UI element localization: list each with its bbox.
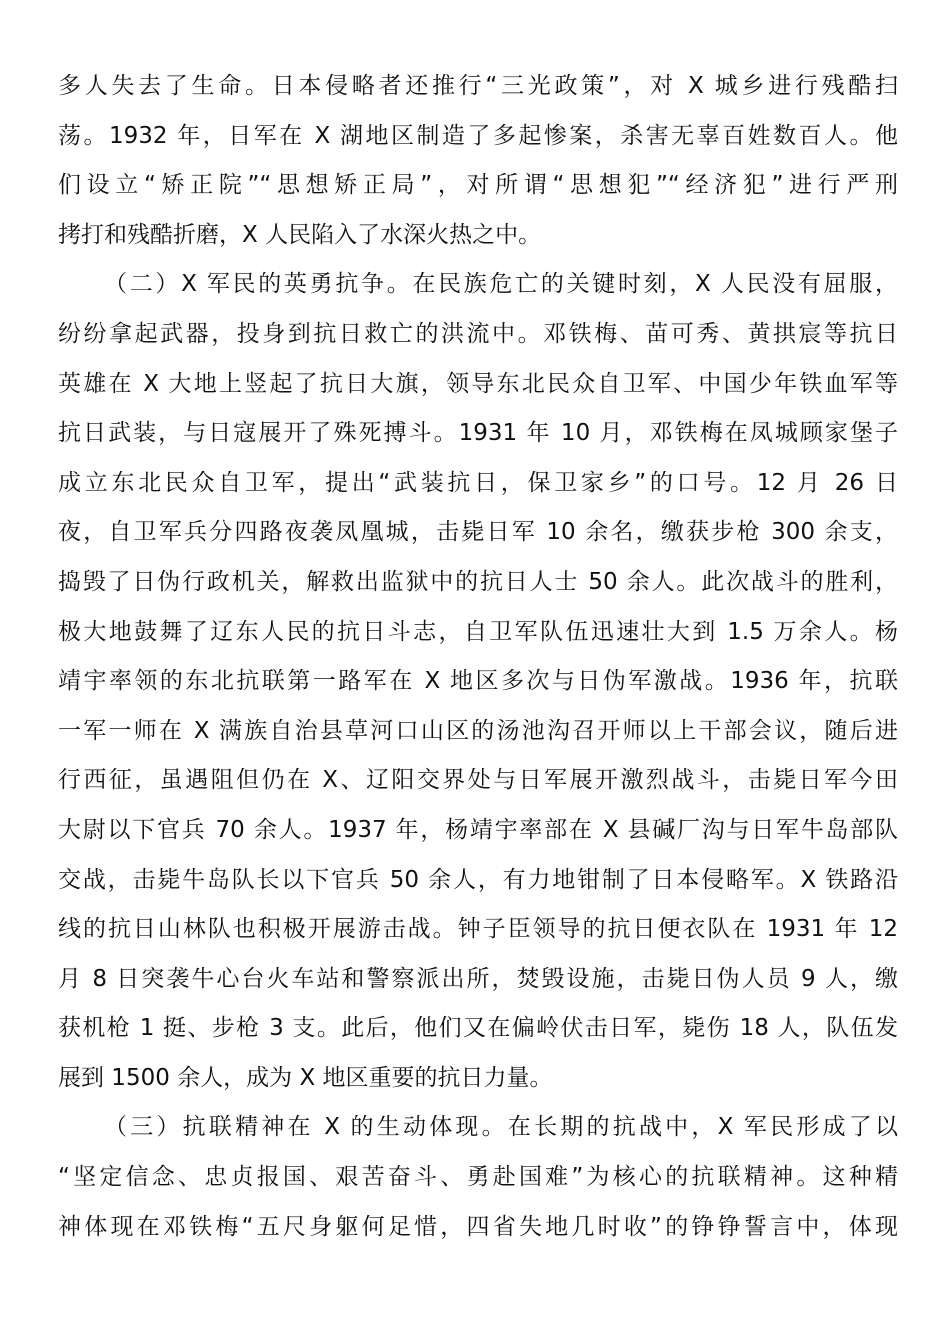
text-line: 大尉以下官兵 70 余人。1937 年，杨靖宇率部在 X 县碱厂沟与日军牛岛部队 — [58, 816, 898, 843]
text-line: 荡。1932 年，日军在 X 湖地区制造了多起惨案，杀害无辜百姓数百人。他 — [58, 122, 898, 149]
document-body — [58, 62, 898, 1252]
text-line: 一军一师在 X 满族自治县草河口山区的汤池沟召开师以上干部会议，随后进 — [58, 717, 898, 744]
text-line: 极大地鼓舞了辽东人民的抗日斗志，自卫军队伍迅速壮大到 1.5 万余人。杨 — [58, 618, 898, 645]
paragraph-1 — [58, 62, 898, 260]
text-line: 展到 1500 余人，成为 X 地区重要的抗日力量。 — [58, 1064, 553, 1091]
text-line: 拷打和残酷折磨，X 人民陷入了水深火热之中。 — [58, 221, 542, 248]
paragraph-2 — [58, 260, 898, 1103]
text-line: “坚定信念、忠贞报国、艰苦奋斗、勇赴国难”为核心的抗联精神。这种精 — [58, 1164, 898, 1191]
text-line: 线的抗日山林队也积极开展游击战。钟子臣领导的抗日便衣队在 1931 年 12 — [58, 916, 898, 943]
text-line: 英雄在 X 大地上竖起了抗日大旗，领导东北民众自卫军、中国少年铁血军等 — [58, 370, 898, 397]
text-line: 夜，自卫军兵分四路夜袭凤凰城，击毙日军 10 余名，缴获步枪 300 余支， — [58, 519, 898, 546]
section-heading-line: （二）X 军民的英勇抗争。在民族危亡的关键时刻，X 人民没有屈服， — [104, 271, 898, 298]
paragraph-3 — [58, 1103, 898, 1252]
text-line: 捣毁了日伪行政机关，解救出监狱中的抗日人士 50 余人。此次战斗的胜利， — [58, 568, 898, 595]
text-line: 纷纷拿起武器，投身到抗日救亡的洪流中。邓铁梅、苗可秀、黄拱宸等抗日 — [58, 320, 898, 347]
text-line: 们设立“矫正院”“思想矫正局”，对所谓“思想犯”“经济犯”进行严刑 — [58, 172, 898, 199]
text-line: 获机枪 1 挺、步枪 3 支。此后，他们又在偏岭伏击日军，毙伤 18 人，队伍发 — [58, 1015, 898, 1042]
text-line: 抗日武装，与日寇展开了殊死搏斗。1931 年 10 月，邓铁梅在凤城顾家堡子 — [58, 420, 898, 447]
text-line: 多人失去了生命。日本侵略者还推行“三光政策”，对 X 城乡进行残酷扫 — [58, 73, 898, 99]
text-line: 神体现在邓铁梅“五尺身躯何足惜，四省失地几时收”的铮铮誓言中，体现 — [58, 1213, 898, 1240]
text-line: 行西征，虽遇阻但仍在 X、辽阳交界处与日军展开激烈战斗，击毙日军今田 — [58, 767, 898, 794]
text-line: 靖宇率领的东北抗联第一路军在 X 地区多次与日伪军激战。1936 年，抗联 — [58, 668, 898, 695]
text-line: 成立东北民众自卫军，提出“武装抗日，保卫家乡”的口号。12 月 26 日 — [58, 469, 898, 496]
text-line: 交战，击毙牛岛队长以下官兵 50 余人，有力地钳制了日本侵略军。X 铁路沿 — [58, 866, 898, 893]
section-heading-line: （三）抗联精神在 X 的生动体现。在长期的抗战中，X 军民形成了以 — [104, 1114, 898, 1141]
text-line: 月 8 日突袭牛心台火车站和警察派出所，焚毁设施，击毙日伪人员 9 人，缴 — [58, 965, 898, 992]
